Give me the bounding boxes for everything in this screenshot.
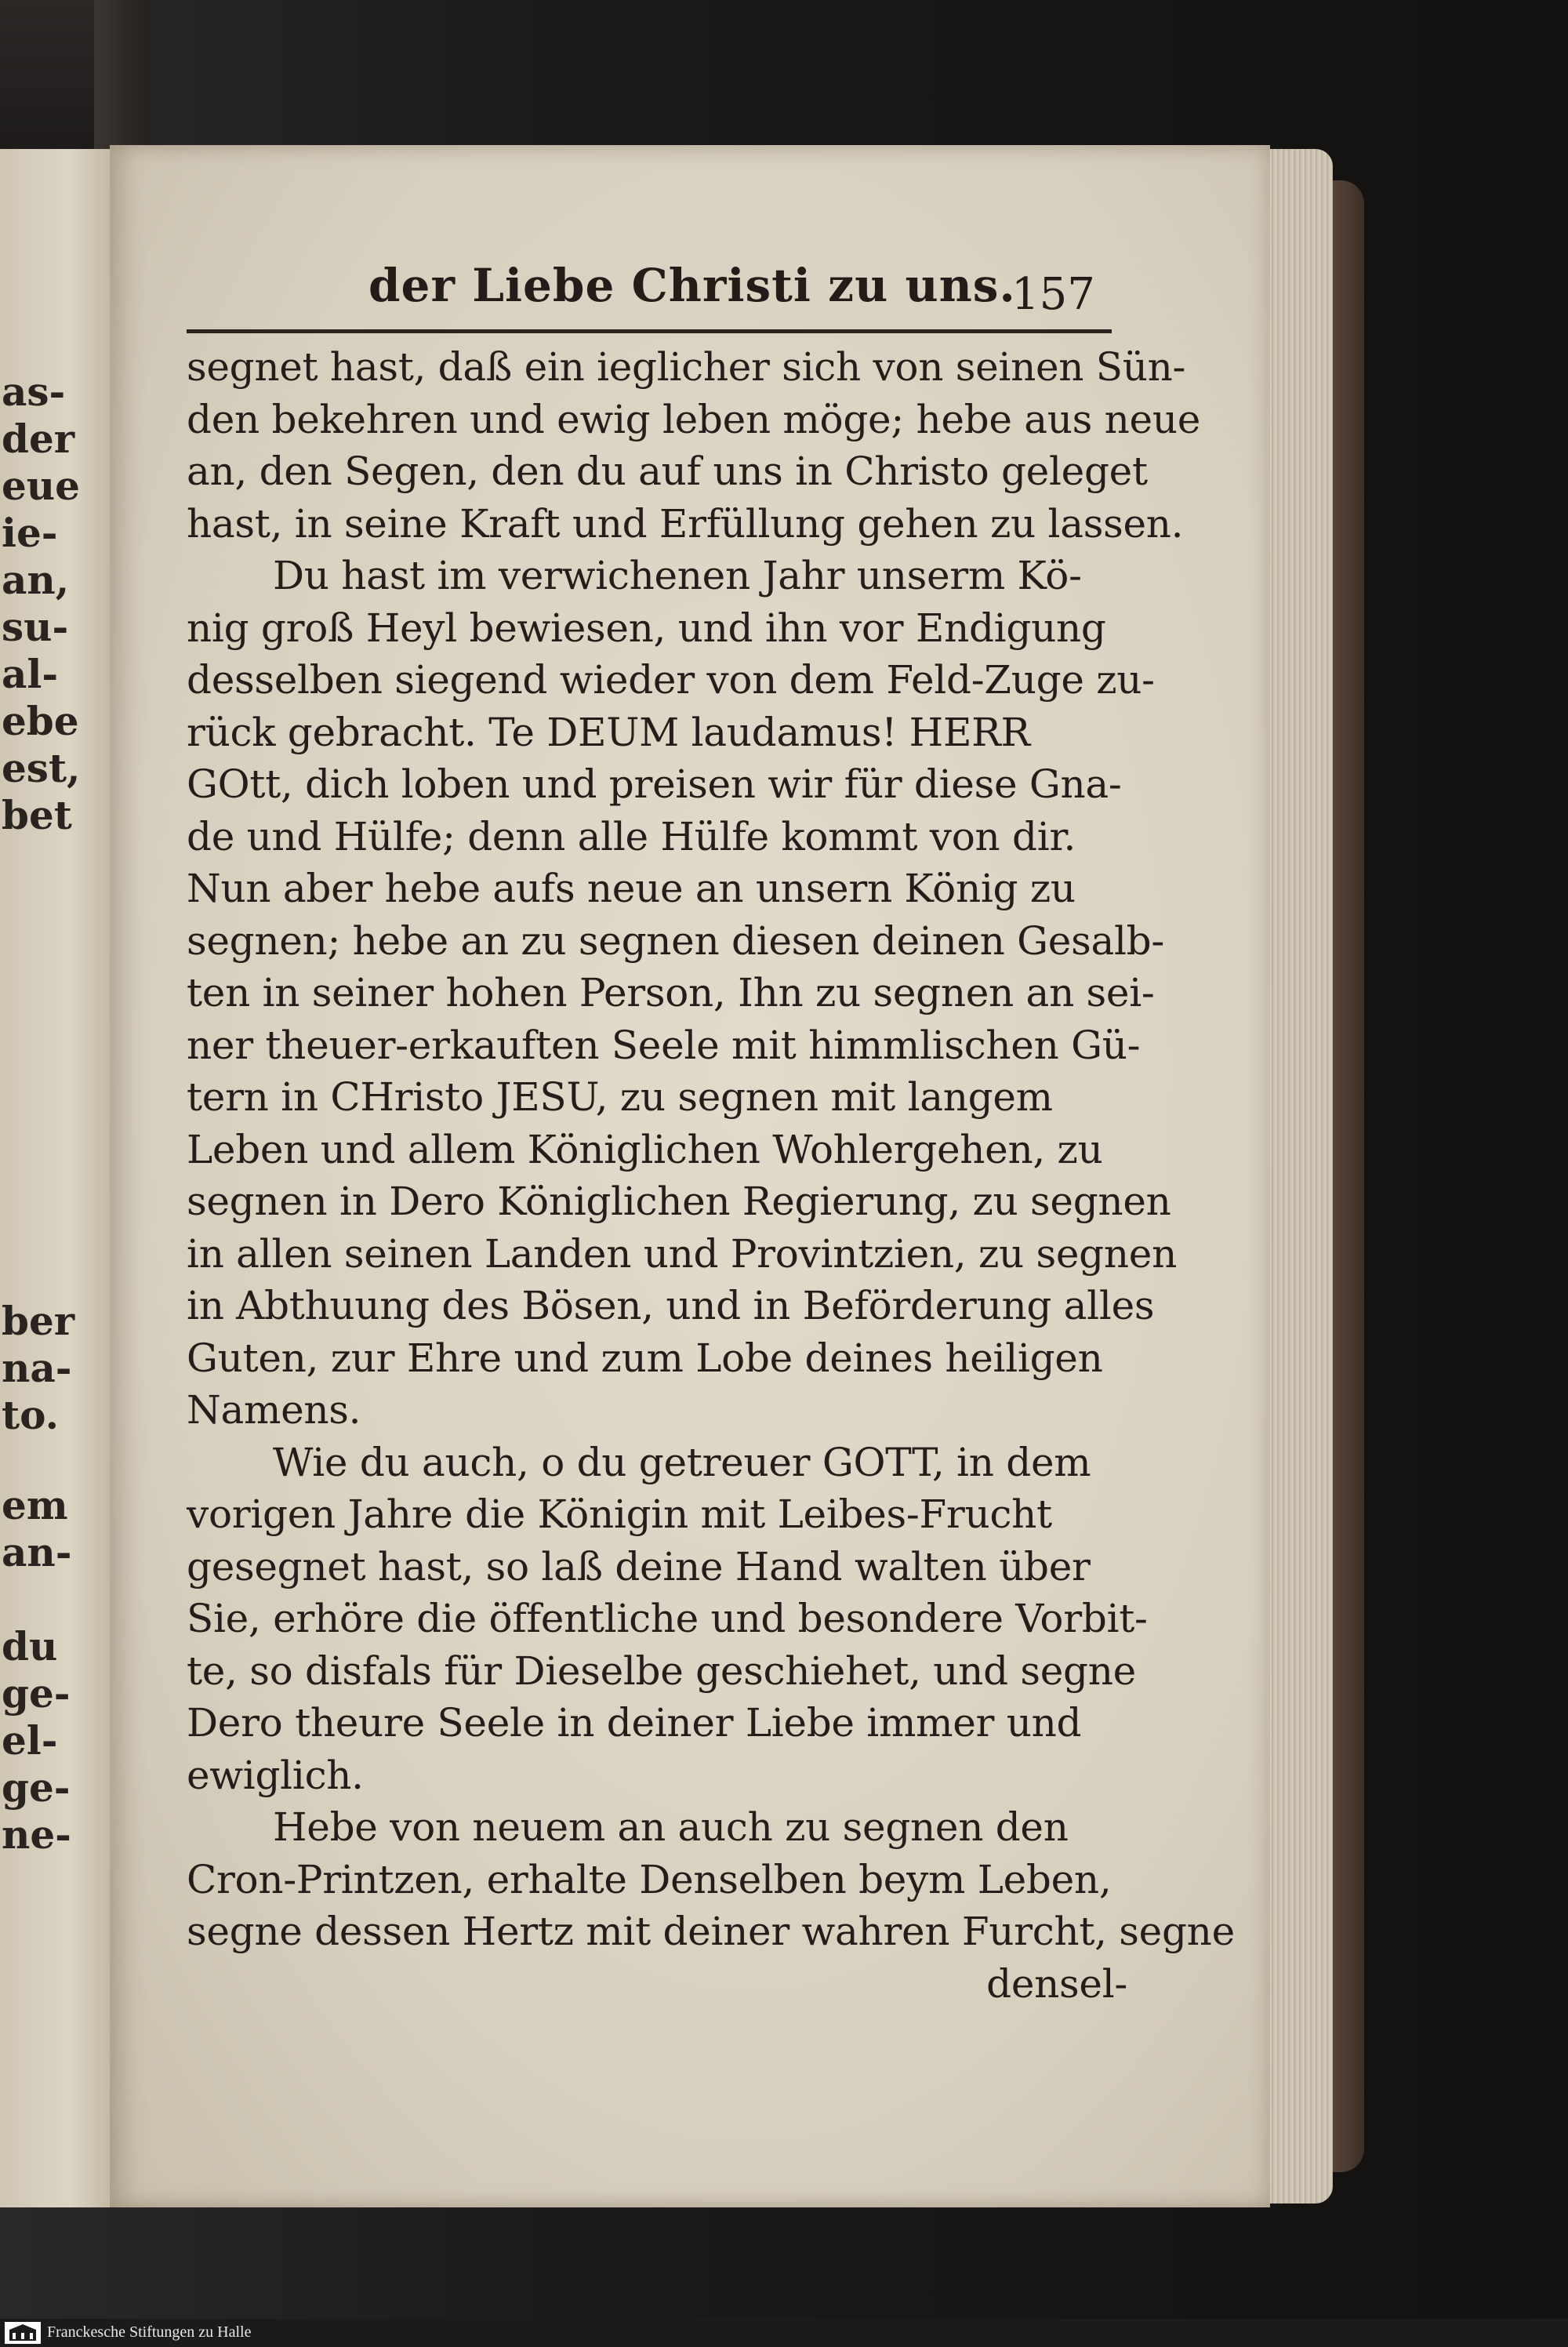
text-line: hast, in seine Kraft und Erfüllung gehen zu lassen. bbox=[187, 500, 1184, 547]
text-line: Leben und allem Königlichen Wohlergehen, zu bbox=[187, 1126, 1103, 1172]
text-line: segne dessen Hertz mit deiner wahren Furcht, segne bbox=[187, 1909, 1235, 1954]
text-line: Hebe von neuem an auch zu segnen den bbox=[273, 1804, 1069, 1850]
left-fragment: el- bbox=[2, 1717, 58, 1764]
text-line: Cron-Printzen, erhalte Denselben beym Leben, bbox=[187, 1856, 1112, 1902]
text-line: Guten, zur Ehre und zum Lobe deines heiligen bbox=[187, 1335, 1103, 1381]
left-page bbox=[0, 149, 116, 2207]
running-head: der Liebe Christi zu uns. bbox=[368, 259, 1016, 312]
left-fragment: du bbox=[2, 1623, 58, 1669]
text-line: gesegnet hast, so laß deine Hand walten über bbox=[187, 1543, 1091, 1589]
text-line: in Abthuung des Bösen, und in Beförderung alles bbox=[187, 1283, 1155, 1328]
left-fragment: est, bbox=[2, 745, 81, 791]
footer-bar bbox=[0, 2319, 1568, 2347]
text-line: ner theuer-erkauften Seele mit himmlischen Gü- bbox=[187, 1022, 1141, 1068]
text-line: ewiglich. bbox=[187, 1752, 364, 1798]
left-fragment: bet bbox=[2, 792, 72, 838]
text-line: segnen; hebe an zu segnen diesen deinen Gesalb- bbox=[187, 917, 1164, 964]
header-rule bbox=[187, 329, 1112, 333]
text-line: in allen seinen Landen und Provintzien, zu segnen bbox=[187, 1230, 1177, 1277]
catchword: densel- bbox=[986, 1960, 1127, 2007]
text-line: Wie du auch, o du getreuer GOTT, in dem bbox=[273, 1439, 1091, 1485]
text-line: nig groß Heyl bewiesen, und ihn vor Endigung bbox=[187, 605, 1106, 651]
left-fragment: ber bbox=[2, 1298, 75, 1344]
body-text bbox=[187, 341, 1235, 2010]
book-spine bbox=[0, 0, 149, 157]
text-line: Sie, erhöre die öffentliche und besondere Vorbit- bbox=[187, 1596, 1148, 1641]
text-line: Dero theure Seele in deiner Liebe immer und bbox=[187, 1700, 1082, 1746]
text-line: Namens. bbox=[187, 1387, 361, 1433]
left-fragment: an, bbox=[2, 557, 70, 603]
left-fragment: su- bbox=[2, 604, 69, 650]
left-fragment: em bbox=[2, 1482, 68, 1528]
text-line: segnet hast, daß ein ieglicher sich von seinen Sün- bbox=[187, 344, 1186, 390]
left-fragment: eue bbox=[2, 463, 80, 509]
left-fragment: der bbox=[2, 416, 75, 462]
text-line: GOtt, dich loben und preisen wir für diese Gna- bbox=[187, 761, 1122, 807]
text-line: te, so disfals für Dieselbe geschiehet, und segne bbox=[187, 1648, 1136, 1694]
text-line: desselben siegend wieder von dem Feld-Zuge zu- bbox=[187, 657, 1155, 703]
left-fragment: ge- bbox=[2, 1764, 71, 1811]
left-fragment: as- bbox=[2, 369, 66, 415]
text-line: den bekehren und ewig leben möge; hebe aus neue bbox=[187, 396, 1201, 442]
left-fragment: an- bbox=[2, 1529, 72, 1575]
text-line: segnen in Dero Königlichen Regierung, zu segnen bbox=[187, 1179, 1171, 1224]
text-line: rück gebracht. Te DEUM laudamus! HERR bbox=[187, 709, 1030, 755]
text-line: ten in seiner hohen Person, Ihn zu segnen an sei- bbox=[187, 970, 1155, 1015]
text-line: de und Hülfe; denn alle Hülfe kommt von dir. bbox=[187, 813, 1076, 859]
left-fragment: al- bbox=[2, 651, 59, 697]
left-fragment: ge- bbox=[2, 1670, 71, 1717]
text-line: vorigen Jahre die Königin mit Leibes-Frucht bbox=[187, 1491, 1052, 1537]
main-page bbox=[110, 145, 1270, 2207]
footer-institution-text: Franckesche Stiftungen zu Halle bbox=[47, 2323, 252, 2341]
text-line: Du hast im verwichenen Jahr unserm Kö- bbox=[273, 553, 1082, 598]
left-fragment: to. bbox=[2, 1392, 59, 1438]
left-fragment: ebe bbox=[2, 698, 79, 744]
text-line: Nun aber hebe aufs neue an unsern König zu bbox=[187, 866, 1076, 911]
page-number: 157 bbox=[1011, 269, 1095, 320]
left-fragment: ne- bbox=[2, 1811, 71, 1858]
left-fragment: na- bbox=[2, 1345, 72, 1391]
left-fragment: ie- bbox=[2, 510, 58, 556]
institution-logo-icon bbox=[5, 2322, 41, 2344]
text-line: tern in CHristo JESU, zu segnen mit langem bbox=[187, 1074, 1053, 1120]
text-line: an, den Segen, den du auf uns in Christo geleget bbox=[187, 449, 1148, 494]
